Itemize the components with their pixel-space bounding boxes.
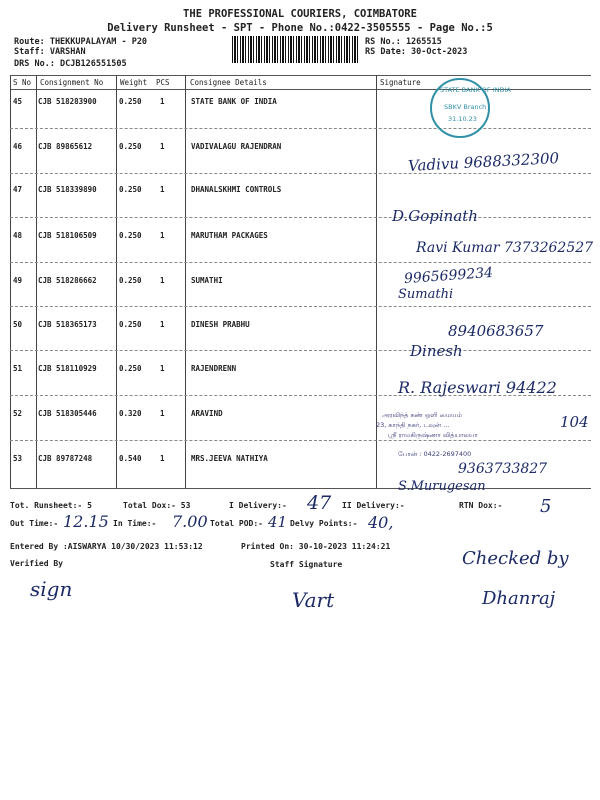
ii-delivery-label: II Delivery:- bbox=[342, 501, 405, 510]
in-time-label: In Time:- bbox=[113, 519, 157, 528]
row-divider bbox=[10, 262, 591, 263]
row-divider bbox=[10, 173, 591, 174]
rtn-dox-value: 5 bbox=[540, 496, 552, 517]
verified-by-label: Verified By bbox=[10, 559, 63, 568]
entered-by: Entered By :AISWARYA 10/30/2023 11:53:12 bbox=[10, 542, 203, 551]
col-consignee: Consignee Details bbox=[190, 78, 267, 87]
signature-row49-name: Sumathi bbox=[398, 287, 454, 302]
signature-row53-phone: 9363733827 bbox=[458, 461, 548, 477]
col-pcs: PCS bbox=[156, 78, 170, 87]
i-delivery-value: 47 bbox=[307, 492, 332, 514]
col-signature: Signature bbox=[380, 78, 421, 87]
stamp-branch: SBKV Branch bbox=[444, 103, 487, 111]
total-pod-label: Total POD:- bbox=[210, 519, 263, 528]
signature-row49-phone: 9965699234 bbox=[403, 264, 494, 288]
row-divider bbox=[10, 217, 591, 218]
table-bottom-rule bbox=[10, 488, 591, 489]
stamp-tamil-line: அரவிந்த் கண் ஒளி மையம் bbox=[382, 411, 462, 419]
rs-date: RS Date: 30-Oct-2023 bbox=[365, 47, 468, 57]
checked-signature: Dhanraj bbox=[482, 588, 556, 609]
delvy-points-label: Delvy Points:- bbox=[290, 519, 358, 528]
out-time-value: 12.15 bbox=[63, 512, 109, 531]
company-title: THE PROFESSIONAL COURIERS, COIMBATORE bbox=[183, 8, 417, 20]
stamp-phone: போன் : 0422-2697400 bbox=[398, 450, 472, 458]
stamp-bank-name: STATE BANK OF INDIA bbox=[440, 86, 511, 94]
signature-row47: D.Gopinath bbox=[392, 207, 478, 225]
signature-row53-name: S.Murugesan bbox=[398, 479, 486, 494]
barcode bbox=[232, 36, 360, 63]
signature-row51: R. Rajeswari 94422 bbox=[398, 378, 557, 397]
out-time-label: Out Time:- bbox=[10, 519, 59, 528]
col-consignment: Consignment No bbox=[40, 78, 104, 87]
checked-by-note: Checked by bbox=[462, 548, 569, 569]
staff-signature: Vart bbox=[292, 588, 335, 612]
row-divider bbox=[10, 128, 591, 129]
col-weight: Weight bbox=[120, 78, 148, 87]
in-time-value: 7.00 bbox=[172, 512, 208, 531]
delvy-points-value: 40, bbox=[368, 513, 394, 532]
route-label: Route: THEKKUPALAYAM - P20 bbox=[14, 37, 148, 47]
signature-row50-phone: 8940683657 bbox=[448, 322, 544, 340]
stamp-tamil-line: ஸ்ரீ ராமகிருஷ்ணா வித்யாலயா bbox=[388, 431, 478, 439]
col-sno: S No bbox=[13, 78, 32, 87]
drs-number: DRS No.: DCJB126551505 bbox=[14, 59, 127, 69]
stamp-tamil-line: 23, காந்தி நகர், டவுன் ... bbox=[376, 421, 450, 429]
printed-on: Printed On: 30-10-2023 11:24:21 bbox=[241, 542, 391, 551]
rs-number: RS No.: 1265515 bbox=[365, 37, 442, 47]
runsheet-subtitle: Delivery Runsheet - SPT - Phone No.:0422-3505555 - Page No.:5 bbox=[107, 22, 493, 34]
stamp-date: 31.10.23 bbox=[448, 115, 477, 123]
i-delivery-label: I Delivery:- bbox=[229, 501, 287, 510]
row-divider bbox=[10, 306, 591, 307]
signature-row46: Vadivu 9688332300 bbox=[407, 149, 560, 175]
signature-row52: 104 bbox=[560, 413, 589, 431]
rtn-dox-label: RTN Dox:- bbox=[459, 501, 503, 510]
row-divider bbox=[10, 440, 591, 441]
total-pod-value: 41 bbox=[268, 513, 288, 531]
total-dox: Total Dox:- 53 bbox=[123, 501, 191, 510]
signature-row48: Ravi Kumar 7373262527 bbox=[416, 240, 594, 256]
verified-signature: sign bbox=[30, 577, 73, 601]
runsheet-table bbox=[10, 75, 594, 489]
staff-signature-label: Staff Signature bbox=[270, 560, 343, 569]
tot-runsheet: Tot. Runsheet:- 5 bbox=[10, 501, 92, 510]
row-divider bbox=[10, 350, 591, 351]
staff-label: Staff: VARSHAN bbox=[14, 47, 86, 57]
signature-row50-name: Dinesh bbox=[410, 342, 463, 360]
